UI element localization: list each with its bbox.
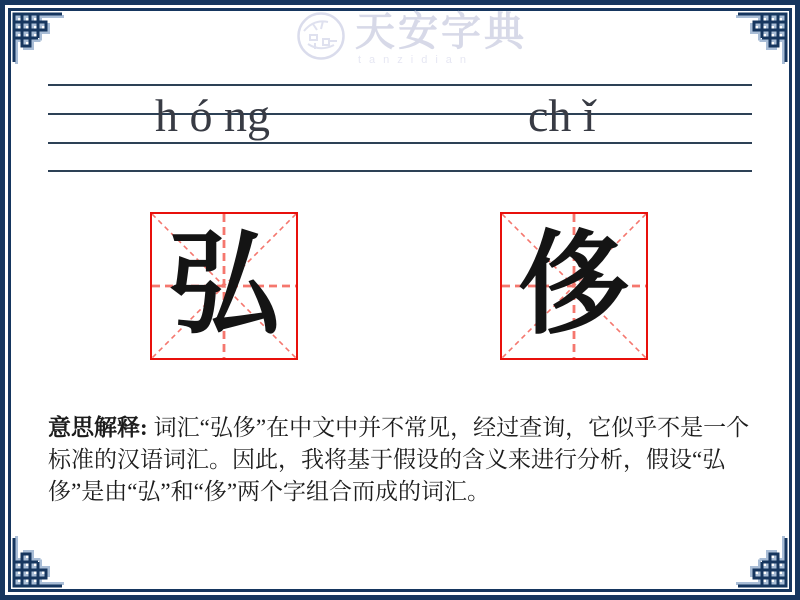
pinyin-ruled-line-1 [48,84,752,86]
hanzi-character-hong: 弘 [168,224,280,348]
pinyin-word-hong: h ó ng [155,90,270,141]
hanzi-grid-box-hong [150,212,298,360]
pinyin-word-chi: ch ǐ [528,90,596,141]
fret-pattern-icon [8,8,64,64]
brand-text [355,11,527,66]
seal-globe-icon [296,11,346,61]
corner-ornament-bottom-right [736,536,792,592]
fret-pattern-icon [8,536,64,592]
corner-ornament-top-right [736,8,792,64]
pinyin-ruled-line-3 [48,142,752,144]
corner-ornament-bottom-left [8,536,64,592]
definition-text: 词汇“弘侈”在中文中并不常见，经过查询，它似乎不是一个标准的汉语词汇。因此，我将基于假设的含义来进行分析，假设“弘侈”是由“弘”和“侈”两个字组合而成的词汇。 [48,415,750,504]
corner-ornament-top-left [8,8,64,64]
definition-label: 意思解释: [48,415,148,440]
brand-logo[interactable] [296,11,527,66]
pinyin-ruled-line-2 [48,113,752,115]
brand-title: 天安字典 [355,9,527,54]
fret-pattern-icon [736,536,792,592]
brand-subtitle: tanzidian [358,54,475,66]
fret-pattern-icon [736,8,792,64]
definition-paragraph [48,412,764,508]
pinyin-ruled-line-4 [48,170,752,172]
hanzi-character-chi: 侈 [518,224,630,348]
hanzi-grid-box-chi [500,212,648,360]
